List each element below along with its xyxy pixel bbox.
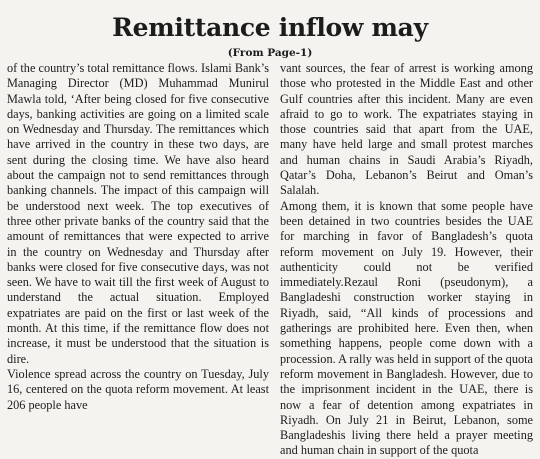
continuation-note: (From Page-1): [227, 47, 313, 59]
article-column-left: [7, 61, 269, 440]
paragraph: Violence spread across the country on Tuesday, July 16, centered on the quota reform movement. At least 206 people have: [7, 366, 269, 412]
paragraph: of the country’s total remittance flows. Islami Bank’s Managing Director (MD) Muhammad Munirul Mawla told, ‘After being closed for five consecutive days, banking activities are going on a limited scale on Wednesday and Thursday. The remittances which have arrived in the country in these two days, are sent during the closing time. We have also heard about the campaign not to send remittances through banking channels. The impact of this campaign will be understood next week. The top executives of three other private banks of the country said that the amount of remittances that were expected to arrive in the country on Wednesday and Thursday after banks were closed for five consecutive days, was not seen. We have to wait till the first week of August to understand the actual situation. Employed expatriates are paid on the first or last week of the month. At this time, if the remittance flow does not increase, it must be understood that the situation is dire.: [7, 61, 269, 366]
headline: Remittance inflow may: [112, 13, 428, 42]
article-column-right: [280, 61, 533, 458]
paragraph: Among them, it is known that some people have been detained in two countries besides the UAE for marching in favor of Bangladesh’s quota reform movement on July 19. However, their authenticity could not be verified immediately.Rezaul Roni (pseudonym), a Bangladeshi construction worker staying in Riyadh, said, “All kinds of processions and gatherings are prohibited here. Even then, when something happens, people come down with a procession. A rally was held in support of the quota reform movement in Bangladesh. However, due to the imprisonment incident in the UAE, there is now a fear of detention among expatriates in Riyadh. On July 21 in Beirut, Lebanon, some Bangladeshis living there held a prayer meeting and human chain in support of the quota: [280, 198, 533, 458]
paragraph: vant sources, the fear of arrest is working among those who protested in the Middle East and other Gulf countries after this incident. Many are even afraid to go to work. The expatriates staying in those countries said that apart from the UAE, many have held large and small protest marches and human chains in Saudi Arabia’s Riyadh, Qatar’s Doha, Lebanon’s Beirut and Oman’s Salalah.: [280, 61, 533, 198]
